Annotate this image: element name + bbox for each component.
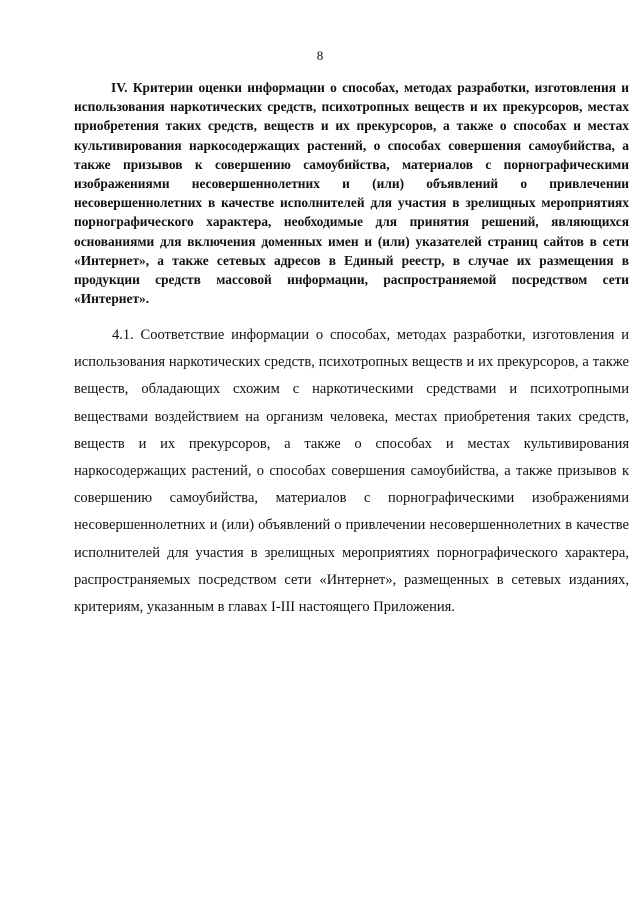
- page-number: 8: [316, 48, 324, 63]
- section-heading: IV. Критерии оценки информации о способах, методах разработки, изготовления и использования наркотических средств, психотропных веществ и их прекурсоров, местах приобретения таких средств, веществ и их прекурсоров, а также о способах и местах культивирования наркосодержащих растений, о способах совершения самоубийства, а также призывов к совершению самоубийства, материалов с порнографическими изображениями несовершеннолетних и (или) объявлений о привлечении несовершеннолетних в качестве исполнителей для участия в зрелищных мероприятиях порнографического характера, необходимые для принятия решений, являющихся основаниями для включения доменных имен и (или) указателей страниц сайтов в сети «Интернет», а также сетевых адресов в Единый реестр, в случае их размещения в продукции средств массовой информации, распространяемой посредством сети «Интернет».: [74, 80, 629, 307]
- section-paragraph-4-1: 4.1. Соответствие информации о способах, методах разработки, изготовления и использования наркотических средств, психотропных веществ и их прекурсоров, а также веществ, обладающих схожим с наркотическими средствами и психотропными веществами воздействием на организм человека, местах приобретения таких средств, веществ и их прекурсоров, а также о способах и местах культивирования наркосодержащих растений, о способах совершения самоубийства, а также призывов к совершению самоубийства, материалов с порнографическими изображениями несовершеннолетних и (или) объявлений о привлечении несовершеннолетних в качестве исполнителей для участия в зрелищных мероприятиях порнографического характера, распространяемых посредством сети «Интернет», размещенных в сетевых изданиях, критериям, указанным в главах I-III настоящего Приложения.: [74, 327, 629, 616]
